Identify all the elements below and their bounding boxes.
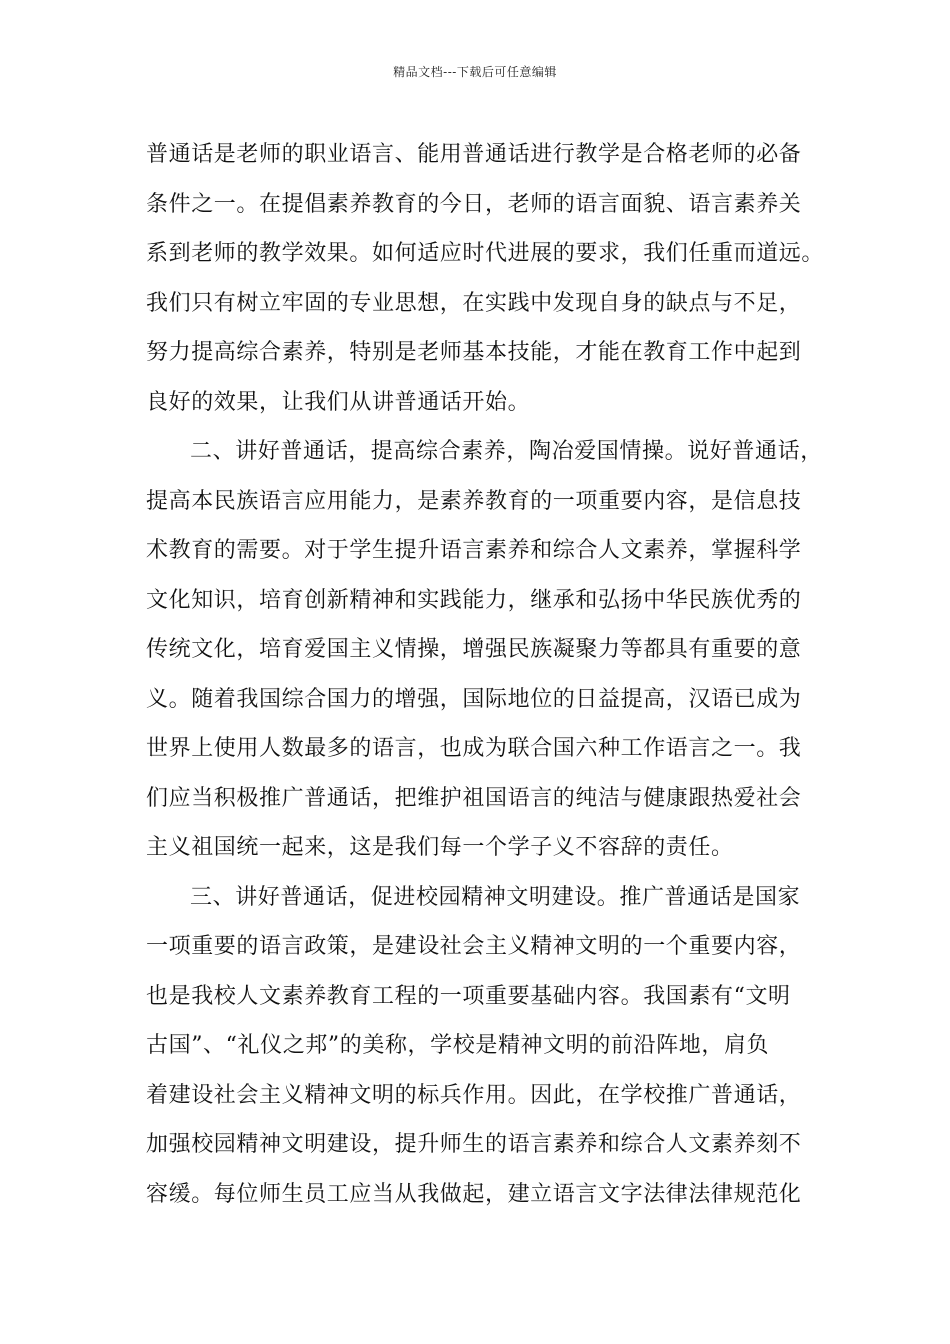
text-line: 提高本民族语言应用能力，是素养教育的一项重要内容，是信息技: [146, 488, 802, 514]
text-line: 条件之一。在提倡素养教育的今日，老师的语言面貌、语言素养关: [146, 191, 802, 217]
text-line: 努力提高综合素养，特别是老师基本技能，才能在教育工作中起到: [146, 340, 802, 365]
text-line: 容缓。每位师生员工应当从我做起，建立语言文字法律法律规范化: [146, 1181, 802, 1207]
text-line: 传统文化，培育爱国主义情操，增强民族凝聚力等都具有重要的意: [146, 637, 802, 662]
text-line: 们应当积极推广普通话，把维护祖国语言的纯洁与健康跟热爱社会: [146, 785, 802, 811]
text-line: 世界上使用人数最多的语言，也成为联合国六种工作语言之一。我: [146, 736, 802, 761]
body-text: [146, 130, 836, 1219]
text-line: 术教育的需要。对于学生提升语言素养和综合人文素养，掌握科学: [146, 538, 802, 563]
text-line: 也是我校人文素养教育工程的一项重要基础内容。我国素有“文明: [146, 983, 791, 1009]
text-line: 系到老师的教学效果。如何适应时代进展的要求，我们任重而道远。: [146, 241, 825, 266]
text-line: 良好的效果，让我们从讲普通话开始。: [146, 389, 531, 415]
text-line: 普通话是老师的职业语言、能用普通话进行教学是合格老师的必备: [146, 142, 802, 167]
text-line: 古国”、“礼仪之邦”的美称，学校是精神文明的前沿阵地，肩负: [146, 1033, 770, 1058]
page-header: 精品文档---下载后可任意编辑: [393, 65, 557, 79]
text-line: 我们只有树立牢固的专业思想，在实践中发现自身的缺点与不足，: [146, 290, 802, 316]
text-line: 义。随着我国综合国力的增强，国际地位的日益提高，汉语已成为: [146, 686, 802, 712]
text-line: 文化知识，培育创新精神和实践能力，继承和弘扬中华民族优秀的: [146, 587, 802, 613]
text-line: 主义祖国统一起来，这是我们每一个学子义不容辞的责任。: [146, 835, 734, 860]
text-line: 着建设社会主义精神文明的标兵作用。因此，在学校推广普通话，: [146, 1082, 802, 1108]
text-line: 加强校园精神文明建设，提升师生的语言素养和综合人文素养刻不: [146, 1132, 802, 1157]
paragraph-two-first-line: 二、讲好普通话，提高综合素养，陶冶爱国情操。说好普通话，: [190, 439, 823, 464]
paragraph-three-first-line: 三、讲好普通话，促进校园精神文明建设。推广普通话是国家: [190, 884, 801, 910]
text-line: 一项重要的语言政策，是建设社会主义精神文明的一个重要内容，: [146, 934, 802, 959]
